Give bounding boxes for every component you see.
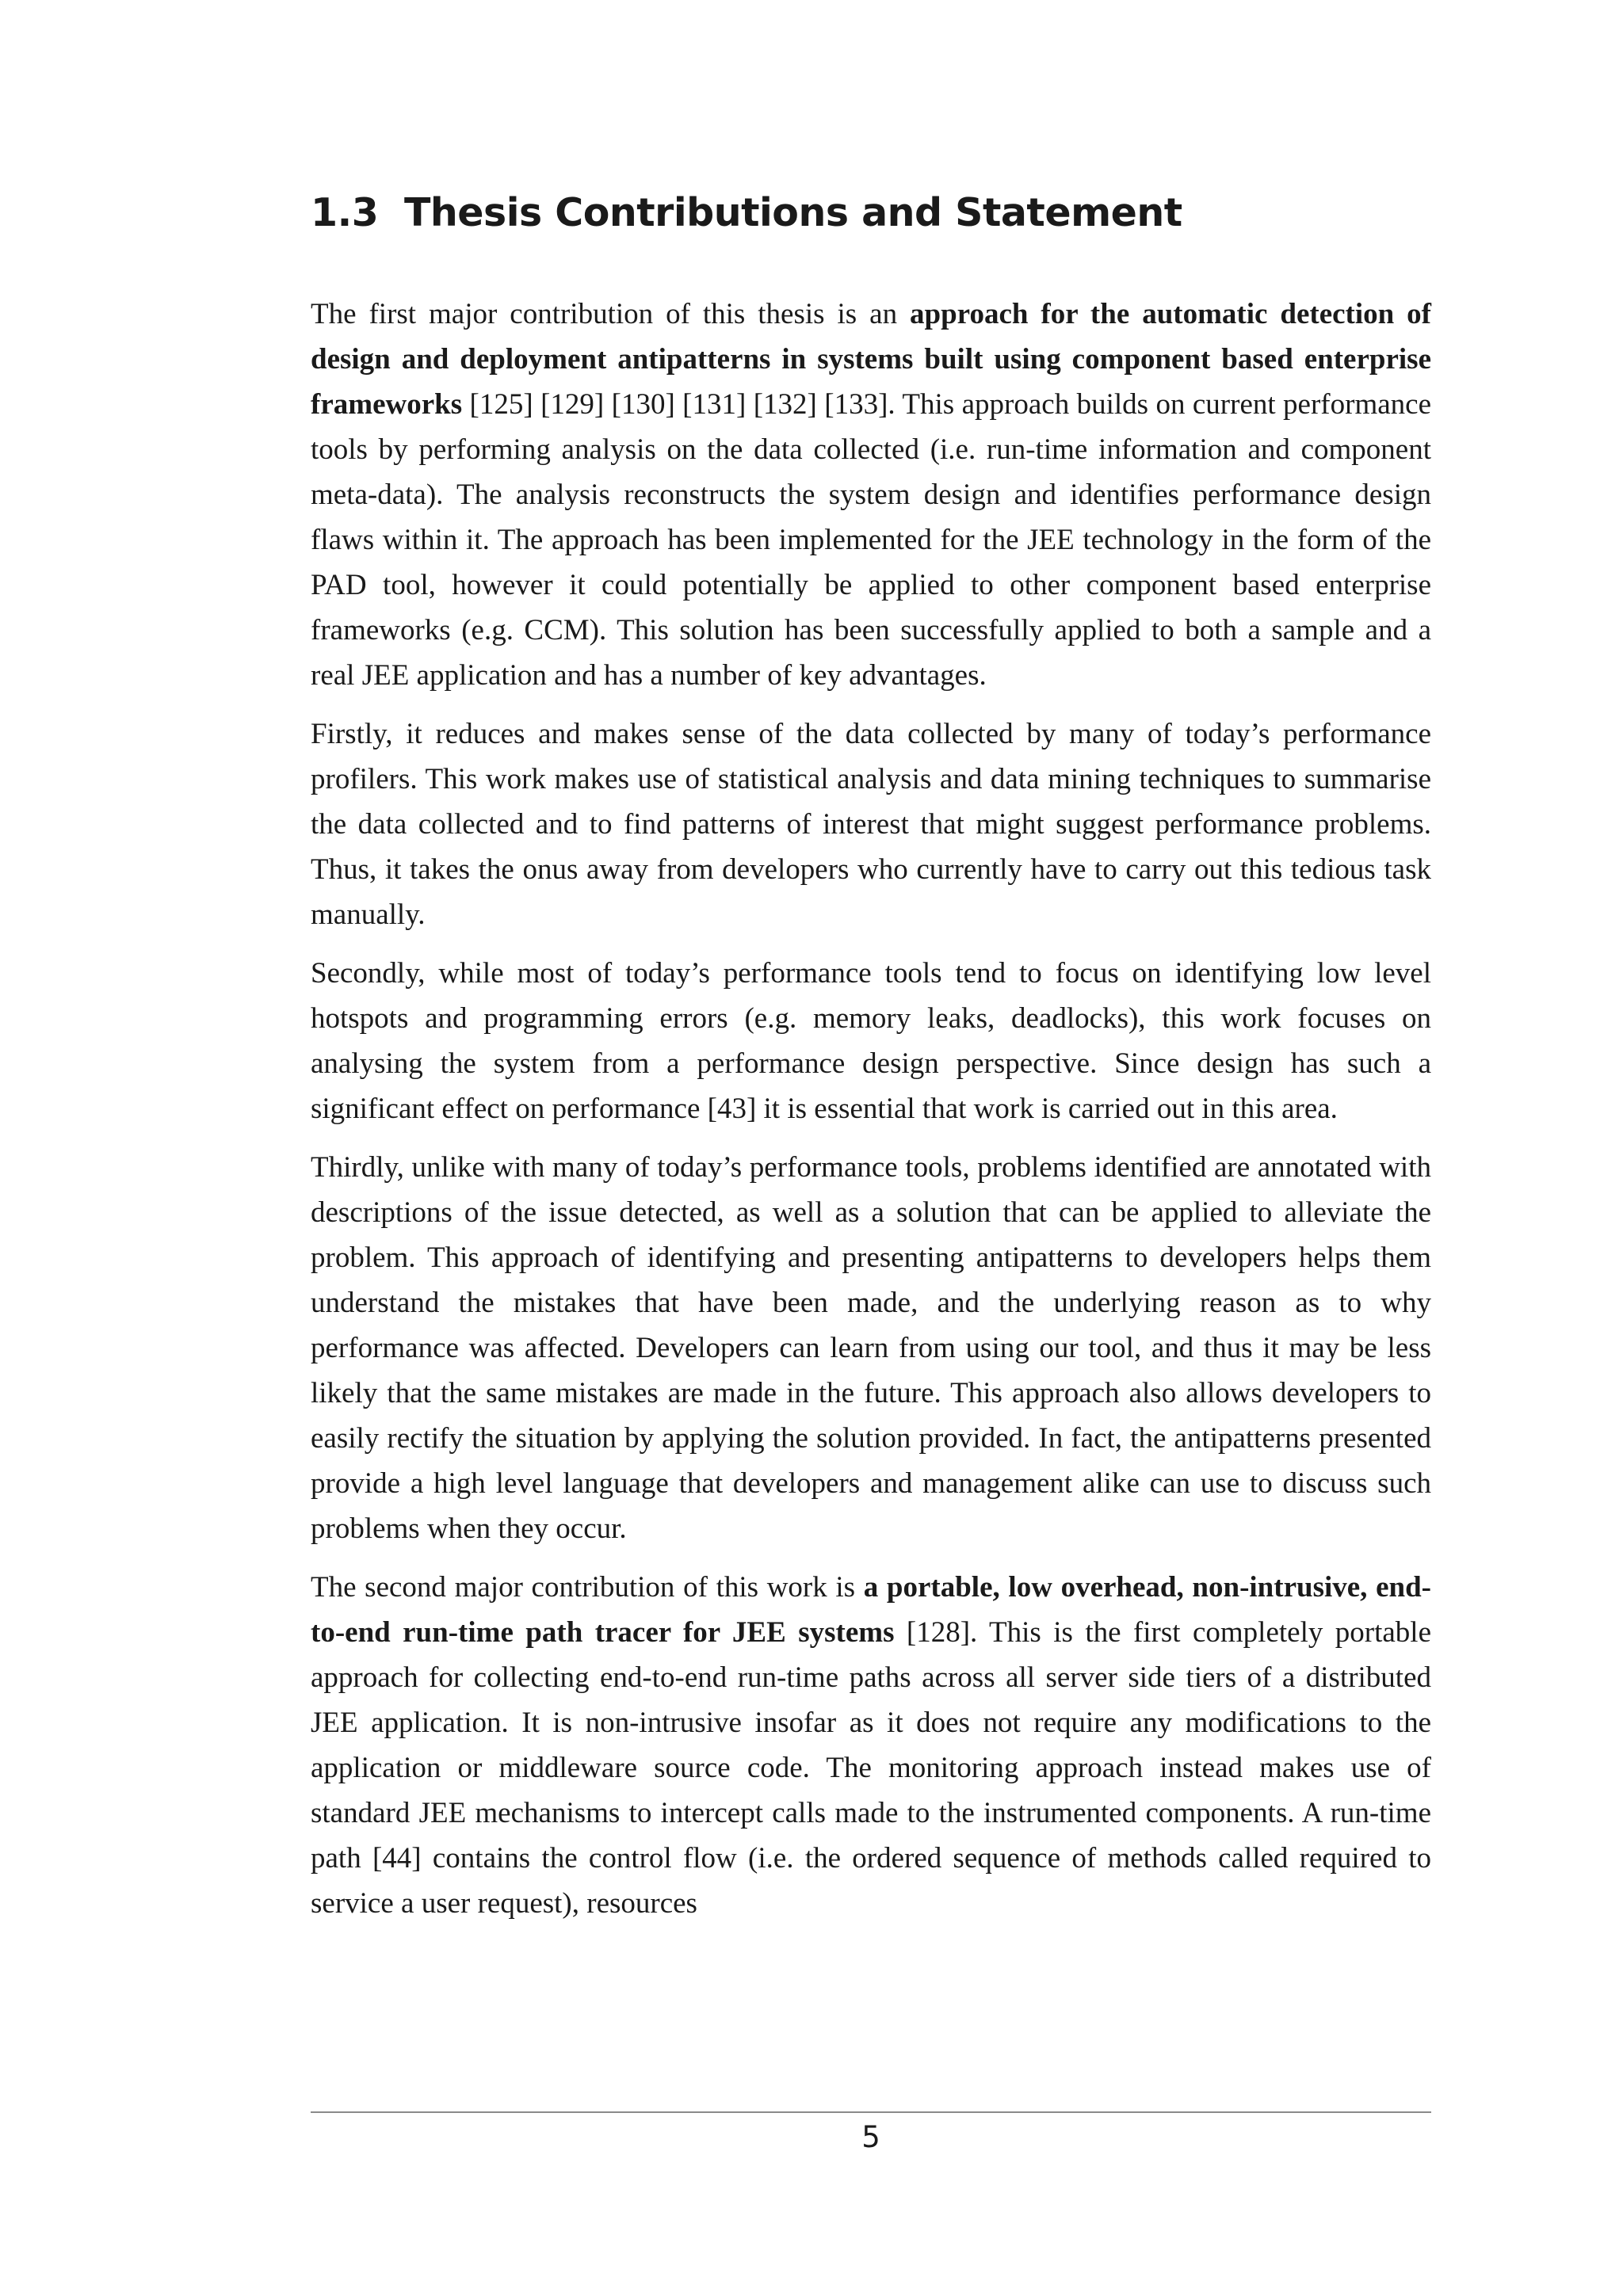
page-number: 5 (861, 2120, 880, 2154)
section-number: 1.3 (311, 190, 379, 235)
section-heading (311, 190, 1182, 235)
paragraph-second-contribution (311, 1565, 1431, 1926)
body-text (311, 292, 1431, 1939)
paragraph-text: [128]. This is the first completely portable approach for collecting end-to-end run-time paths across all server side tiers of a distributed JEE application. It is non-intrusive insofar as it does not require any modifications to the application or middleware source code. The monitoring approach instead makes use of standard JEE mechanisms to intercept calls made to the instrumented components. A run-time path [44] contains the control flow (i.e. the ordered sequence of methods called required to service a user request), resources (311, 1616, 1431, 1920)
bold-contribution-text: approach for the automatic detection of design and deployment antipatterns in systems built using component based enterprise frameworks (311, 298, 1432, 421)
paragraph-text: The second major contribution of this work is (311, 1571, 864, 1604)
section-title: Thesis Contributions and Statement (404, 190, 1182, 235)
footer-rule (311, 2111, 1431, 2113)
paragraph-firstly: Firstly, it reduces and makes sense of the data collected by many of today’s performance profilers. This work makes use of statistical analysis and data mining techniques to summarise the data collected and to find patterns of interest that might suggest performance problems. Thus, it takes the onus away from developers who currently have to carry out this tedious task manually. (311, 718, 1431, 931)
paragraph-first-contribution (311, 292, 1431, 698)
paragraph-secondly: Secondly, while most of today’s performance tools tend to focus on identifying low level hotspots and programming errors (e.g. memory leaks, deadlocks), this work focuses on analysing the system from a performance design perspective. Since design has such a significant effect on performance [43] it is essential that work is carried out in this area. (311, 957, 1431, 1125)
paragraph-text: [125] [129] [130] [131] [132] [133]. This approach builds on current performance tools by performing analysis on the data collected (i.e. run-time information and component meta-data). The analysis reconstructs the system design and identifies performance design flaws within it. The approach has been implemented for the JEE technology in the form of the PAD tool, however it could potentially be applied to other component based enterprise frameworks (e.g. CCM). This solution has been successfully applied to both a sample and a real JEE application and has a number of key advantages. (311, 388, 1431, 692)
paragraph-thirdly: Thirdly, unlike with many of today’s performance tools, problems identified are annotated with descriptions of the issue detected, as well as a solution that can be applied to alleviate the problem. This approach of identifying and presenting antipatterns to developers helps them understand the mistakes that have been made, and the underlying reason as to why performance was affected. Developers can learn from using our tool, and thus it may be less likely that the same mistakes are made in the future. This approach also allows developers to easily rectify the situation by applying the solution provided. In fact, the antipatterns presented provide a high level language that developers and management alike can use to discuss such problems when they occur. (311, 1151, 1431, 1545)
bold-contribution-text: a portable, low overhead, non-intrusive, end-to-end run-time path tracer for JEE systems (311, 1571, 1431, 1649)
paragraph-text: The first major contribution of this thesis is an (311, 298, 911, 330)
